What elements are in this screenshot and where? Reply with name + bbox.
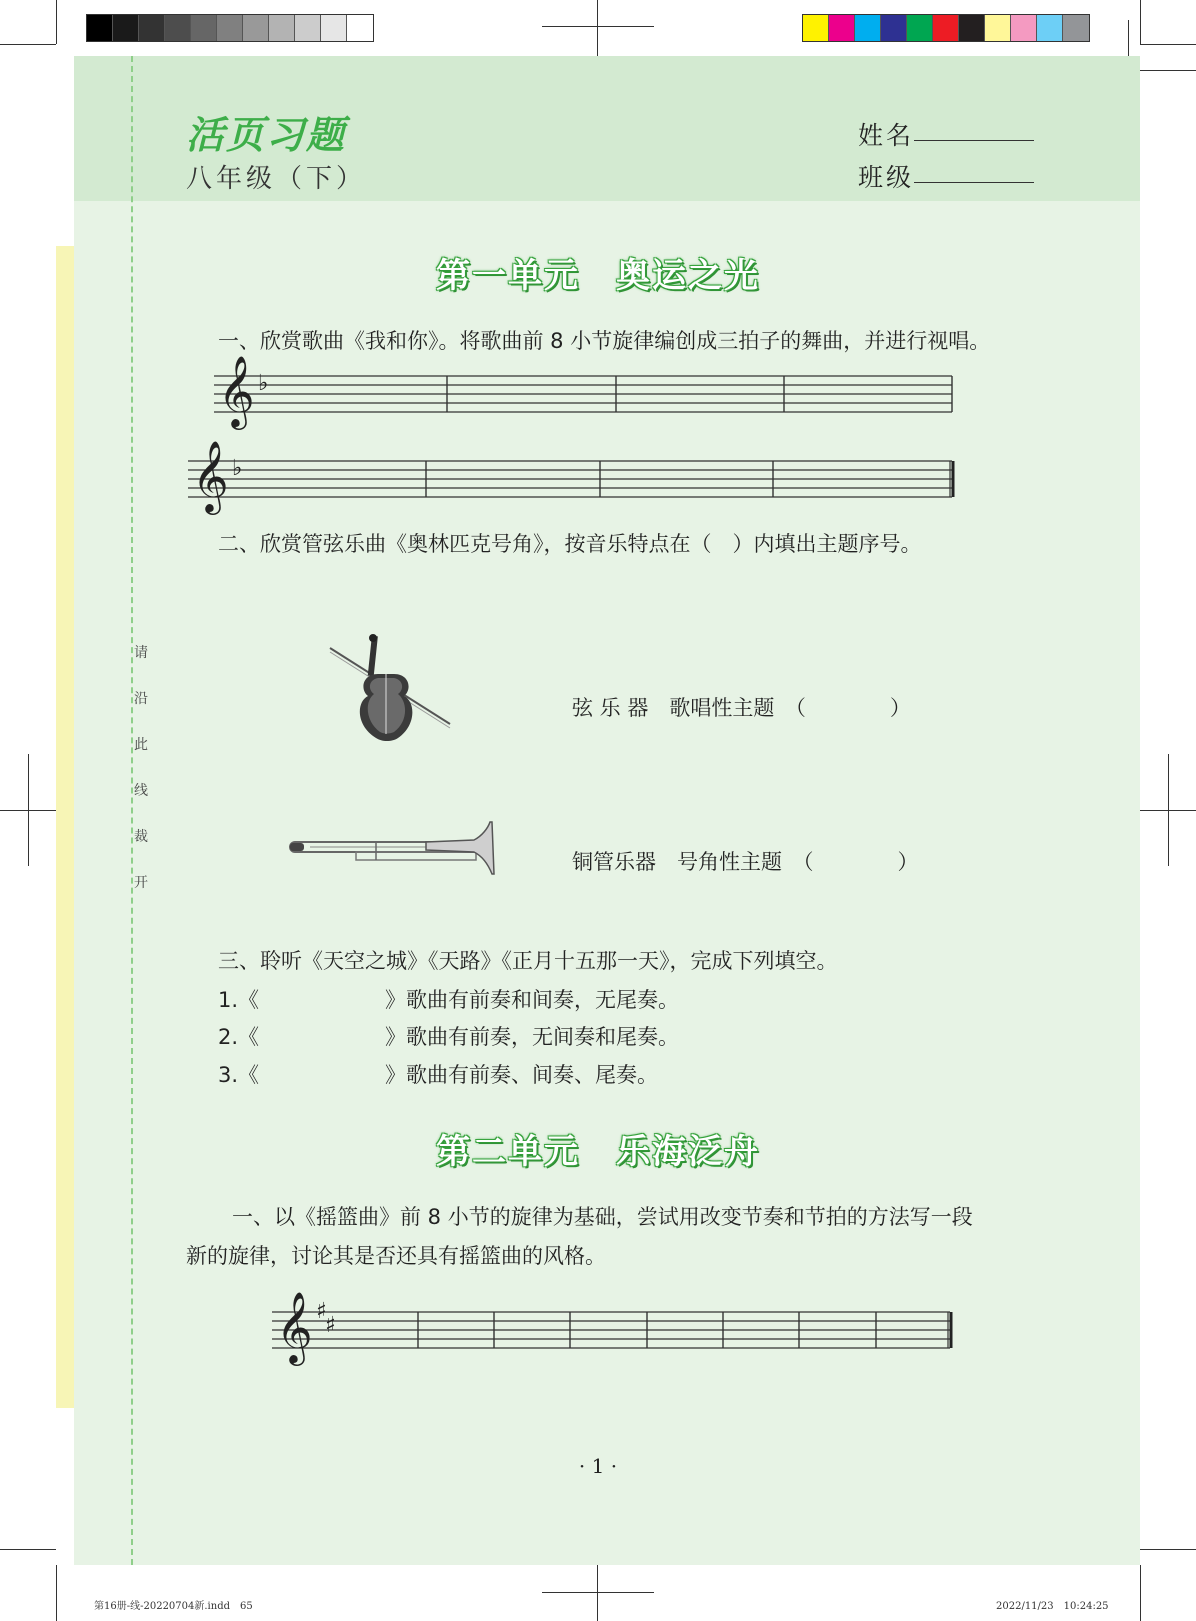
cut-line-char: 沿 — [134, 691, 148, 707]
instrument2-label: 铜管乐器 号角性主题 （ ） — [572, 850, 919, 874]
page-number: · 1 · — [578, 1454, 618, 1478]
unit1-title: 第一单元 奥运之光 — [436, 256, 760, 296]
sharp-icon: ♯ — [325, 1313, 336, 1338]
class-label: 班级 — [858, 163, 915, 192]
unit1-question1: 一、欣赏歌曲《我和你》。将歌曲前 8 小节旋律编创成三拍子的舞曲，并进行视唱。 — [218, 329, 991, 353]
trombone-icon — [286, 820, 508, 874]
unit2-title: 第二单元 乐海泛舟 — [436, 1132, 760, 1172]
unit2-question1-line1: 一、以《摇篮曲》前 8 小节的旋律为基础，尝试用改变节奏和节拍的方法写一段 — [232, 1205, 973, 1229]
footer-timestamp: 2022/11/23 10:24:25 — [996, 1601, 1109, 1612]
treble-clef-icon: 𝄞 — [276, 1290, 313, 1363]
instrument1-label: 弦 乐 器 歌唱性主题 （ ） — [572, 696, 911, 720]
cut-line-char: 裁 — [134, 829, 148, 845]
question3-item1: 1.《 》歌曲有前奏和间奏，无尾奏。 — [218, 988, 680, 1012]
question3-item2: 2.《 》歌曲有前奏，无间奏和尾奏。 — [218, 1025, 680, 1049]
treble-clef-icon: 𝄞 — [192, 439, 229, 512]
cut-line-char: 开 — [134, 875, 148, 891]
treble-clef-icon: 𝄞 — [218, 354, 255, 427]
unit1-question3: 三、聆听《天空之城》《天路》《正月十五那一天》，完成下列填空。 — [218, 949, 838, 973]
question3-item3: 3.《 》歌曲有前奏、间奏、尾奏。 — [218, 1063, 659, 1087]
footer-file-info: 第16册-线-20220704新.indd 65 — [94, 1601, 253, 1612]
sharp-icon: ♯ — [316, 1299, 327, 1324]
cut-line-char: 请 — [134, 645, 148, 661]
flat-icon: ♭ — [258, 371, 269, 396]
name-label: 姓名 — [858, 121, 915, 150]
worksheet-title: 活页习题 — [186, 113, 347, 157]
unit1-question2: 二、欣赏管弦乐曲《奥林匹克号角》，按音乐特点在（ ）内填出主题序号。 — [218, 532, 922, 556]
cut-line-char: 线 — [134, 783, 148, 799]
grade-label: 八年级（下） — [186, 164, 367, 194]
cut-line-char: 此 — [134, 737, 148, 753]
violin-icon — [326, 634, 456, 746]
flat-icon: ♭ — [232, 456, 243, 481]
unit2-question1-line2: 新的旋律，讨论其是否还具有摇篮曲的风格。 — [186, 1244, 606, 1268]
